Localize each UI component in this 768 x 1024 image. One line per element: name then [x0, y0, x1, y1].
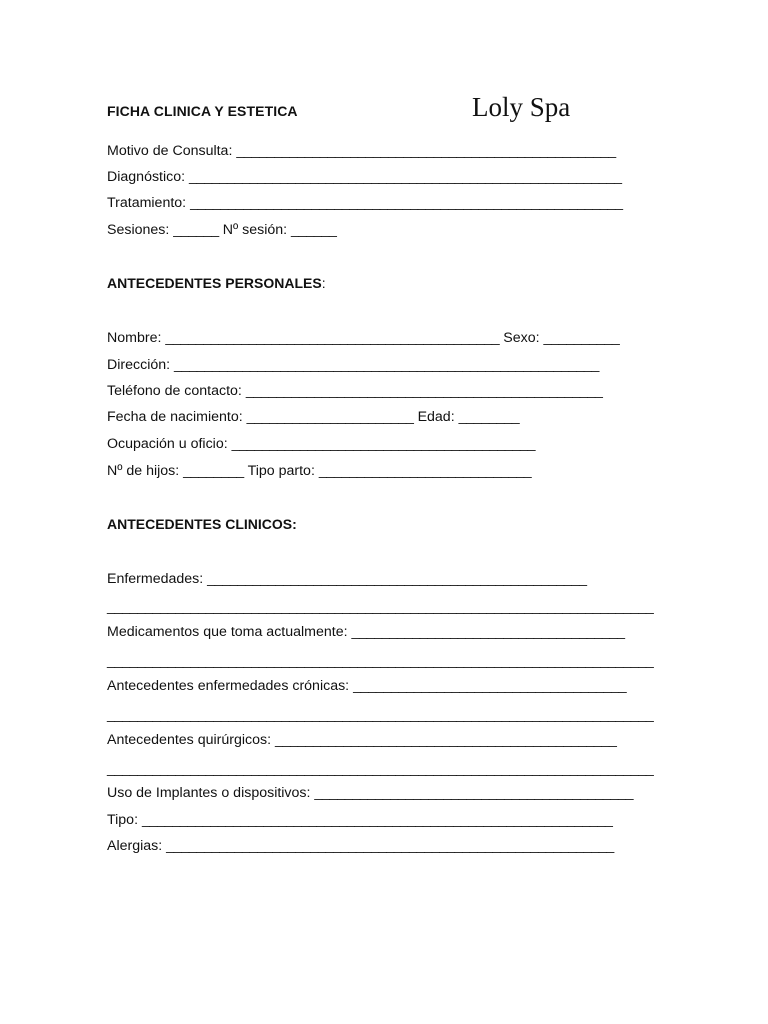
- quirurgicos-continuation-line[interactable]: ________________________________________________________________________: [107, 761, 654, 777]
- tratamiento-label: Tratamiento:: [107, 195, 187, 211]
- motivo-consulta-blank[interactable]: __________________________________________________: [236, 143, 616, 159]
- ocupacion-blank[interactable]: ________________________________________: [231, 436, 536, 452]
- implantes-blank[interactable]: __________________________________________: [314, 785, 634, 801]
- direccion-field[interactable]: [107, 356, 599, 374]
- quirurgicos-blank[interactable]: _____________________________________________: [275, 732, 617, 748]
- quirurgicos-field[interactable]: [107, 731, 617, 749]
- enfermedades-field[interactable]: [107, 570, 587, 588]
- motivo-consulta-field[interactable]: [107, 142, 616, 160]
- cronicas-label: Antecedentes enfermedades crónicas:: [107, 678, 350, 694]
- enfermedades-blank[interactable]: __________________________________________________: [207, 571, 587, 587]
- implantes-field[interactable]: [107, 784, 633, 802]
- direccion-blank[interactable]: ________________________________________________________: [174, 357, 600, 373]
- hijos-label: Nº de hijos:: [107, 463, 180, 479]
- nombre-label: Nombre:: [107, 330, 162, 346]
- nacimiento-blank[interactable]: ______________________: [246, 409, 414, 425]
- enfermedades-label: Enfermedades:: [107, 571, 204, 587]
- heading-colon: :: [321, 275, 326, 291]
- medicamentos-label: Medicamentos que toma actualmente:: [107, 624, 348, 640]
- diagnostico-blank[interactable]: _________________________________________________________: [189, 169, 622, 185]
- direccion-label: Dirección:: [107, 357, 171, 373]
- brand-name: Loly Spa: [472, 92, 571, 122]
- antecedentes-clinicos-heading: ANTECEDENTES CLINICOS:: [107, 516, 297, 532]
- tratamiento-blank[interactable]: _________________________________________________________: [190, 195, 623, 211]
- numero-sesion-blank[interactable]: ______: [291, 222, 337, 238]
- medicamentos-continuation-line[interactable]: ________________________________________________________________________: [107, 653, 654, 669]
- telefono-field[interactable]: [107, 382, 603, 400]
- antecedentes-personales-heading-text: ANTECEDENTES PERSONALES: [107, 275, 322, 291]
- sesiones-blank[interactable]: ______: [173, 222, 219, 238]
- tipo-blank[interactable]: ______________________________________________________________: [141, 812, 613, 828]
- form-title: FICHA CLINICA Y ESTETICA: [107, 103, 298, 119]
- edad-label: Edad:: [417, 409, 455, 425]
- sexo-label: Sexo:: [503, 330, 540, 346]
- cronicas-field[interactable]: [107, 677, 626, 695]
- sesiones-row: [107, 221, 337, 239]
- cronicas-blank[interactable]: ____________________________________: [353, 678, 627, 694]
- nacimiento-edad-row: [107, 408, 519, 426]
- medicamentos-field[interactable]: [107, 623, 625, 641]
- motivo-consulta-label: Motivo de Consulta:: [107, 143, 233, 159]
- numero-sesion-label: Nº sesión:: [222, 222, 288, 238]
- cronicas-continuation-line[interactable]: ________________________________________________________________________: [107, 707, 654, 723]
- nombre-blank[interactable]: ____________________________________________: [165, 330, 500, 346]
- antecedentes-personales-heading: [107, 275, 326, 291]
- ocupacion-label: Ocupación u oficio:: [107, 436, 228, 452]
- edad-blank[interactable]: ________: [458, 409, 520, 425]
- telefono-label: Teléfono de contacto:: [107, 383, 242, 399]
- diagnostico-field[interactable]: [107, 168, 622, 186]
- tipo-field[interactable]: [107, 811, 613, 829]
- alergias-blank[interactable]: ___________________________________________________________: [166, 838, 614, 854]
- alergias-field[interactable]: [107, 837, 614, 855]
- nombre-sexo-row: [107, 329, 619, 347]
- alergias-label: Alergias:: [107, 838, 163, 854]
- enfermedades-continuation-line[interactable]: ________________________________________________________________________: [107, 599, 654, 615]
- hijos-blank[interactable]: ________: [183, 463, 244, 479]
- hijos-parto-row: [107, 462, 531, 480]
- sesiones-label: Sesiones:: [107, 222, 170, 238]
- tipo-parto-blank[interactable]: ____________________________: [318, 463, 532, 479]
- telefono-blank[interactable]: _______________________________________________: [245, 383, 603, 399]
- medicamentos-blank[interactable]: ____________________________________: [351, 624, 625, 640]
- tipo-label: Tipo:: [107, 812, 139, 828]
- implantes-label: Uso de Implantes o dispositivos:: [107, 785, 311, 801]
- nacimiento-label: Fecha de nacimiento:: [107, 409, 243, 425]
- diagnostico-label: Diagnóstico:: [107, 169, 186, 185]
- tratamiento-field[interactable]: [107, 194, 623, 212]
- ocupacion-field[interactable]: [107, 435, 535, 453]
- sexo-blank[interactable]: __________: [543, 330, 620, 346]
- tipo-parto-label: Tipo parto:: [247, 463, 315, 479]
- quirurgicos-label: Antecedentes quirúrgicos:: [107, 732, 272, 748]
